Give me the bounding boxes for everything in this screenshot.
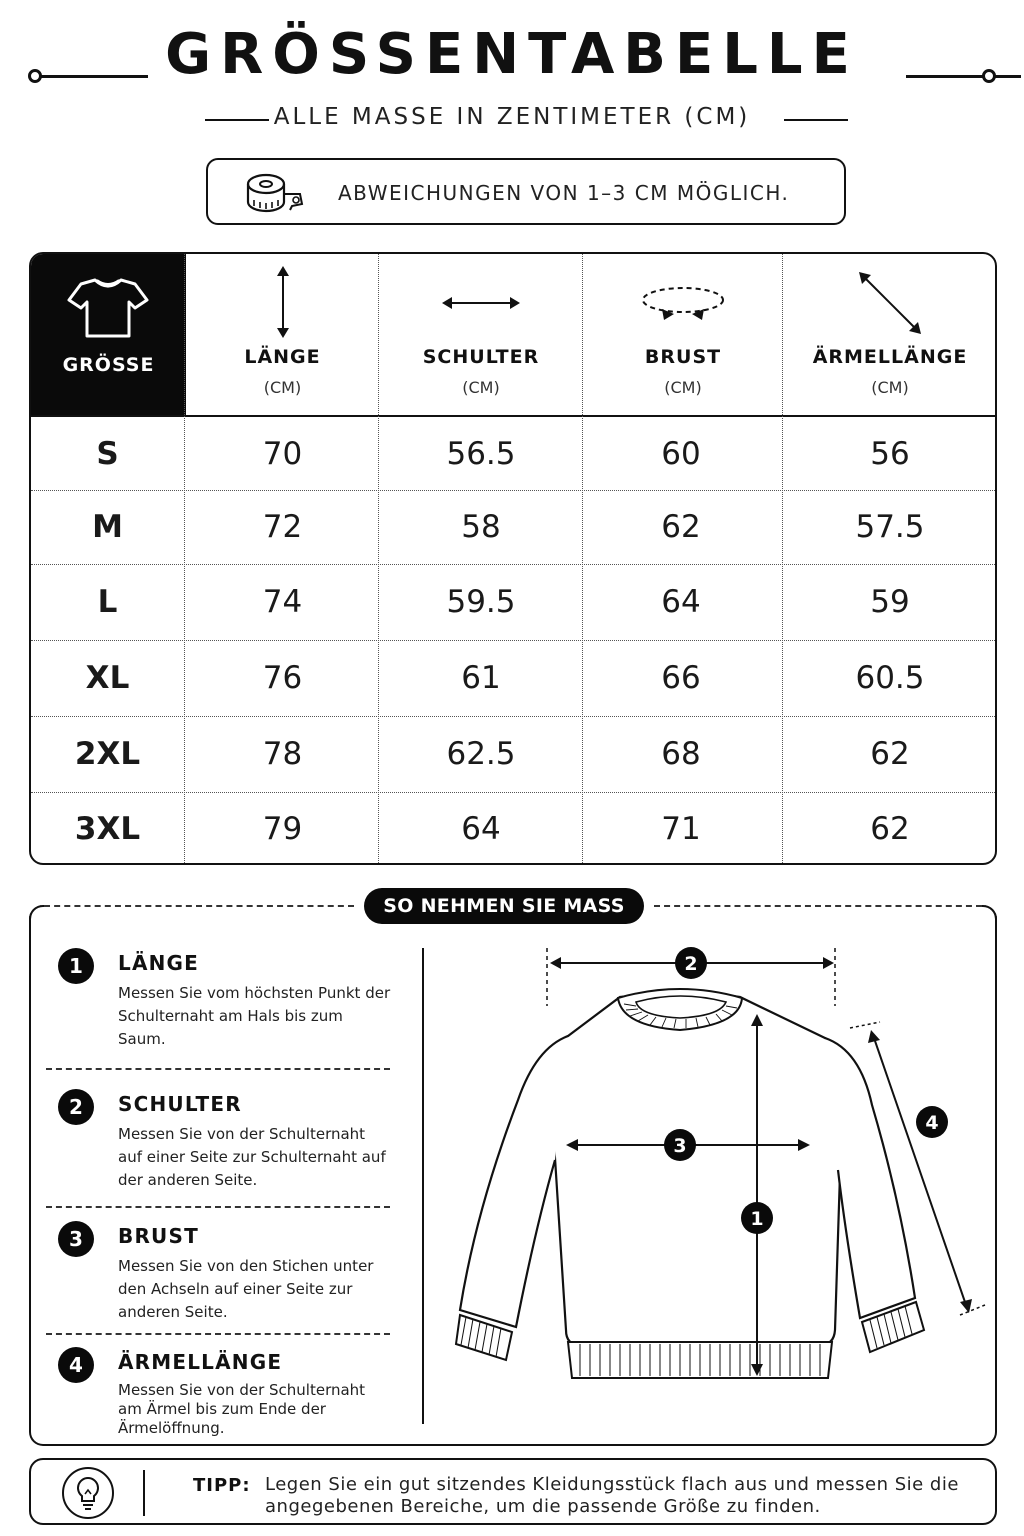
marker-1	[741, 1202, 773, 1234]
table-row	[31, 792, 995, 865]
tolerance-note	[206, 158, 846, 225]
step-name: ÄRMELLÄNGE	[118, 1350, 283, 1374]
svg-text:3: 3	[673, 1135, 687, 1157]
tip-label: TIPP:	[193, 1475, 251, 1496]
svg-text:1: 1	[750, 1208, 764, 1230]
value-cell: 71	[661, 810, 701, 847]
svg-text:2: 2	[684, 953, 698, 975]
value-cell: 62	[661, 509, 701, 545]
step-name: SCHULTER	[118, 1092, 242, 1116]
size-header-cell	[31, 254, 186, 416]
step-description: Messen Sie von den Stichen unter den Achseln auf einer Seite zur anderen Seite.	[118, 1257, 374, 1321]
lightbulb-icon	[61, 1466, 115, 1520]
tolerance-note-text: ABWEICHUNGEN VON 1–3 CM MÖGLICH.	[338, 181, 790, 205]
section-corner-right	[981, 905, 997, 921]
step-description: Messen Sie von der Schulternaht auf einer Seite zur Schulternaht auf der anderen Seite.	[118, 1125, 386, 1189]
marker-4	[916, 1106, 948, 1138]
size-cell: 2XL	[74, 736, 141, 772]
column-unit: (CM)	[462, 378, 500, 397]
value-cell: 72	[262, 509, 303, 545]
marker-2	[675, 947, 707, 979]
subtitle-divider-left	[205, 119, 269, 121]
title-divider-left	[33, 75, 148, 78]
value-cell: 78	[262, 736, 303, 772]
page-subtitle: ALLE MASSE IN ZENTIMETER (CM)	[273, 104, 751, 130]
section-title-pill: SO NEHMEN SIE MASS	[364, 888, 644, 924]
column-name: ÄRMELLÄNGE	[812, 346, 968, 368]
tshirt-icon	[67, 276, 149, 340]
value-cell: 60	[661, 435, 701, 472]
section-top-dashed-left	[44, 905, 354, 907]
value-cell: 59	[870, 584, 910, 620]
step-number-badge: 3	[58, 1221, 94, 1257]
step-number-badge: 2	[58, 1089, 94, 1125]
subtitle-divider-right	[784, 119, 848, 121]
step-name: LÄNGE	[118, 951, 200, 975]
step-number-badge: 4	[58, 1347, 94, 1383]
tip-box	[29, 1458, 997, 1525]
table-row	[31, 417, 995, 490]
value-cell: 57.5	[855, 509, 925, 545]
sweater-diagram	[440, 930, 990, 1400]
value-cell: 58	[461, 509, 501, 545]
value-cell: 56.5	[446, 435, 516, 472]
column-name: BRUST	[644, 346, 722, 368]
marker-3	[664, 1129, 696, 1161]
value-cell: 56	[870, 435, 910, 472]
page-title: GRÖSSENTABELLE	[165, 22, 859, 87]
step-divider	[46, 1333, 390, 1335]
circumference-arrow-icon	[640, 284, 726, 326]
tip-text: Legen Sie ein gut sitzendes Kleidungsstück flach aus und messen Sie die angegebenen Bereiche, um die passende Größe zu finden.	[265, 1474, 959, 1517]
step-divider	[46, 1206, 390, 1208]
value-cell: 64	[661, 584, 701, 620]
measuring-tape-icon	[244, 170, 308, 218]
column-unit: (CM)	[664, 378, 702, 397]
value-cell: 62	[870, 810, 910, 847]
column-unit: (CM)	[871, 378, 909, 397]
table-row	[31, 640, 995, 716]
value-cell: 74	[262, 584, 303, 620]
section-vertical-divider	[422, 948, 424, 1424]
value-cell: 66	[661, 660, 701, 696]
table-row	[31, 564, 995, 640]
title-dot-left	[28, 69, 42, 83]
column-header-brust	[583, 254, 783, 416]
section-corner-left	[29, 905, 45, 921]
size-header-label: GRÖSSE	[62, 354, 155, 376]
value-cell: 62	[870, 736, 910, 772]
value-cell: 60.5	[855, 660, 925, 696]
column-header-schulter	[379, 254, 583, 416]
column-name: SCHULTER	[422, 346, 540, 368]
value-cell: 64	[461, 810, 501, 847]
measure-step-3	[50, 1221, 400, 1333]
step-divider	[46, 1068, 390, 1070]
size-cell: 3XL	[74, 810, 141, 847]
value-cell: 79	[262, 810, 303, 847]
svg-text:4: 4	[925, 1112, 939, 1134]
section-top-dashed-right	[654, 905, 982, 907]
value-cell: 68	[661, 736, 701, 772]
size-cell: S	[96, 435, 119, 472]
column-header-aermellaenge	[783, 254, 997, 416]
size-table	[29, 252, 997, 865]
table-row	[31, 716, 995, 792]
size-cell: L	[97, 584, 118, 620]
size-cell: M	[92, 509, 123, 545]
step-number-badge: 1	[58, 948, 94, 984]
title-divider-right	[906, 75, 1021, 78]
step-description: Messen Sie vom höchsten Punkt der Schulternaht am Hals bis zum Saum.	[118, 984, 391, 1048]
column-name: LÄNGE	[244, 346, 321, 368]
measure-step-2	[50, 1089, 400, 1207]
value-cell: 70	[262, 435, 303, 472]
step-name: BRUST	[118, 1224, 199, 1248]
value-cell: 76	[262, 660, 303, 696]
title-dot-right	[982, 69, 996, 83]
tip-divider	[143, 1470, 145, 1516]
diagonal-arrow-icon	[859, 272, 921, 334]
value-cell: 62.5	[446, 736, 516, 772]
horizontal-arrow-icon	[442, 294, 520, 312]
measure-step-1	[50, 948, 400, 1068]
vertical-arrow-icon	[273, 266, 293, 338]
step-description: Messen Sie von der Schulternaht am Ärmel bis zum Ende der Ärmelöffnung.	[118, 1381, 366, 1437]
value-cell: 59.5	[446, 584, 516, 620]
column-unit: (CM)	[263, 378, 302, 397]
value-cell: 61	[461, 660, 501, 696]
column-header-laenge	[186, 254, 379, 416]
size-cell: XL	[85, 660, 130, 696]
measure-step-4	[50, 1347, 400, 1439]
table-row	[31, 490, 995, 564]
